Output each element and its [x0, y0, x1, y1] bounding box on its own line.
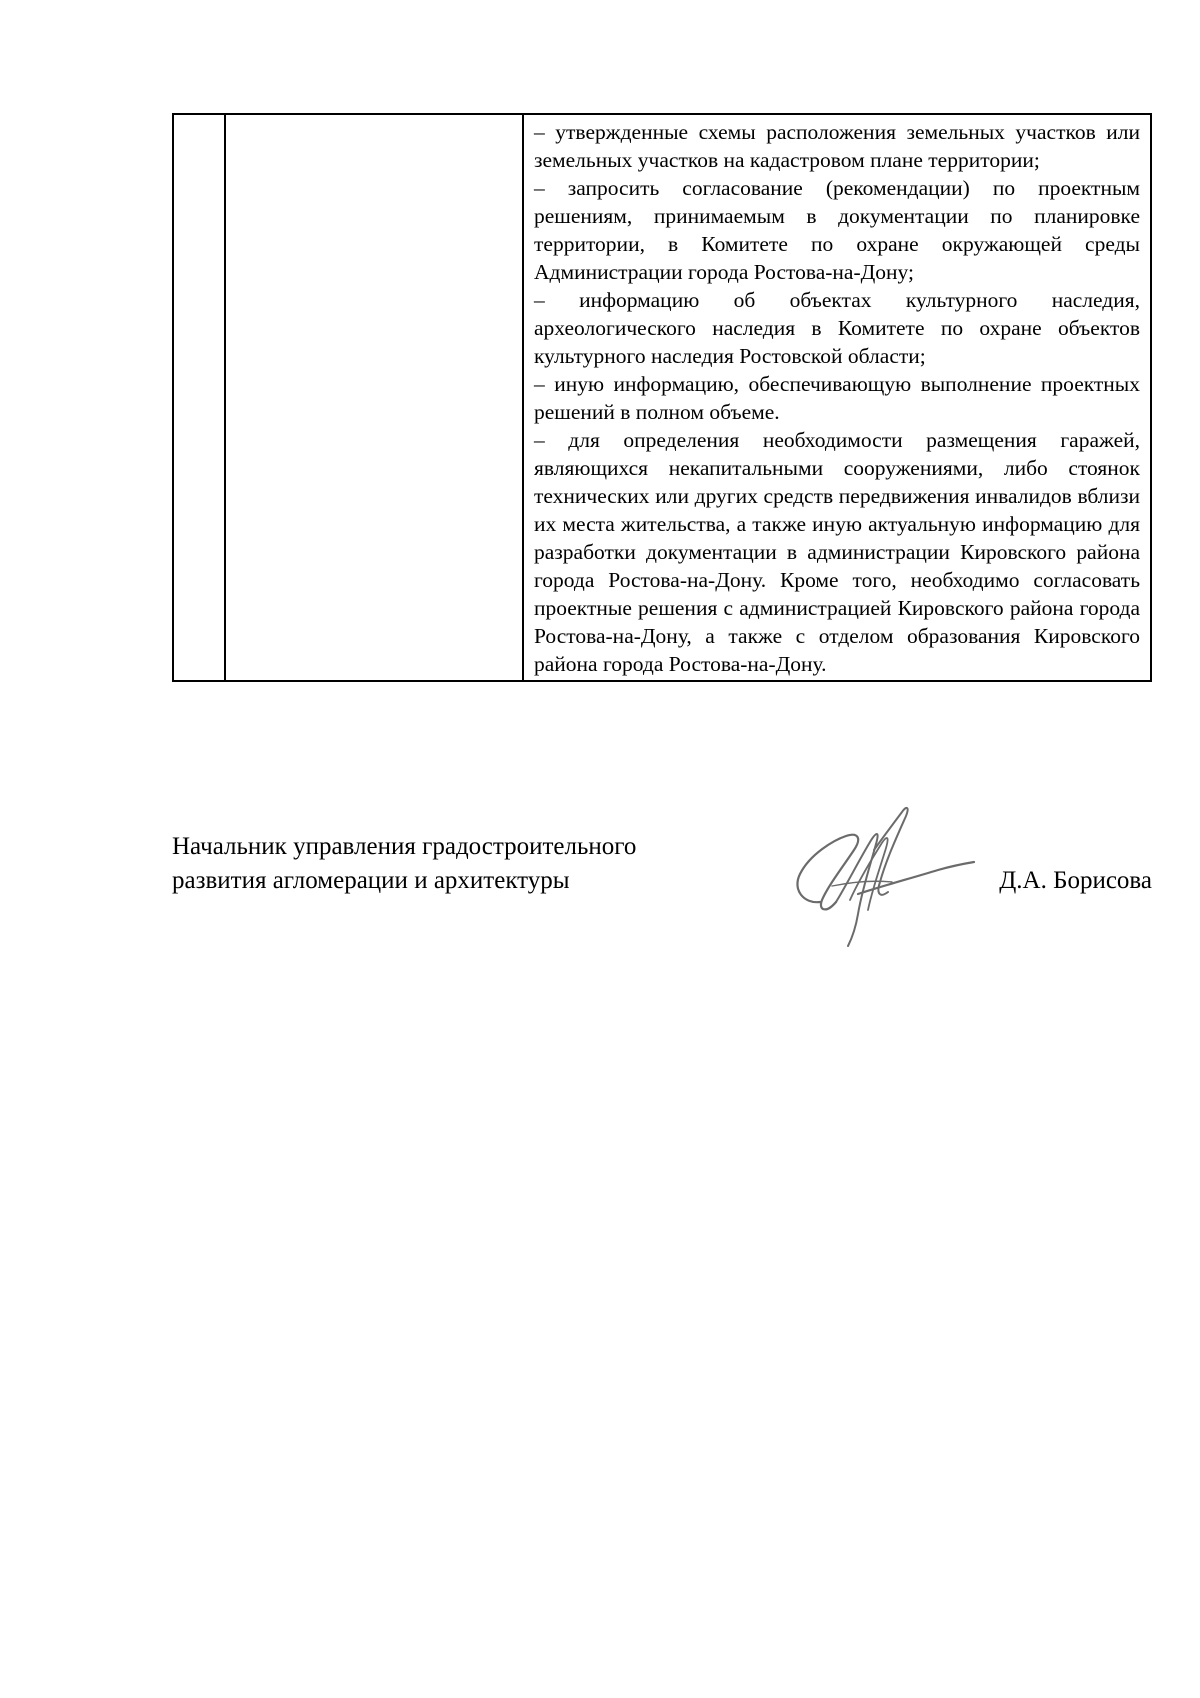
- handwritten-signature: [762, 790, 982, 950]
- paragraph-other-information: – иную информацию, обеспечивающую выполнение проектных решений в полном объеме.: [534, 372, 1140, 424]
- signer-position: [172, 830, 636, 898]
- paragraph-garages-district: – для определения необходимости размещения гаражей, являющихся некапитальными сооружениями, либо стоянок технических или других средств передвижения инвалидов вблизи их места жительства, а также иную актуальную информацию для разработки документации в администрации Кировского района города Ростова-на-Дону. Кроме того, необходимо согласовать проектные решения с администрацией Кировского района города Ростова-на-Дону, а также с отделом образования Кировского района города Ростова-на-Дону.: [534, 428, 1140, 676]
- paragraph-environment-approval: – запросить согласование (рекомендации) по проектным решениям, принимаемым в документации по планировке территории, в Комитете по охране окружающей среды Администрации города Ростова-на-Дону;: [534, 176, 1140, 284]
- signature-block: [172, 830, 1152, 960]
- row-name-cell: [225, 114, 523, 681]
- row-description-cell: [523, 114, 1151, 681]
- requirements-table: [172, 113, 1152, 682]
- row-number-cell: [173, 114, 225, 681]
- table-row: [173, 114, 1151, 681]
- signer-position-line-1: Начальник управления градостроительного: [172, 833, 637, 860]
- paragraph-approved-schemes: – утвержденные схемы расположения земельных участков или земельных участков на кадастровом плане территории;: [534, 120, 1140, 172]
- paragraph-cultural-heritage: – информацию об объектах культурного наследия, археологического наследия в Комитете по охране объектов культурного наследия Ростовской области;: [534, 288, 1140, 368]
- signer-name: Д.А. Борисова: [999, 867, 1152, 894]
- signer-position-line-2: развития агломерации и архитектуры: [172, 867, 570, 894]
